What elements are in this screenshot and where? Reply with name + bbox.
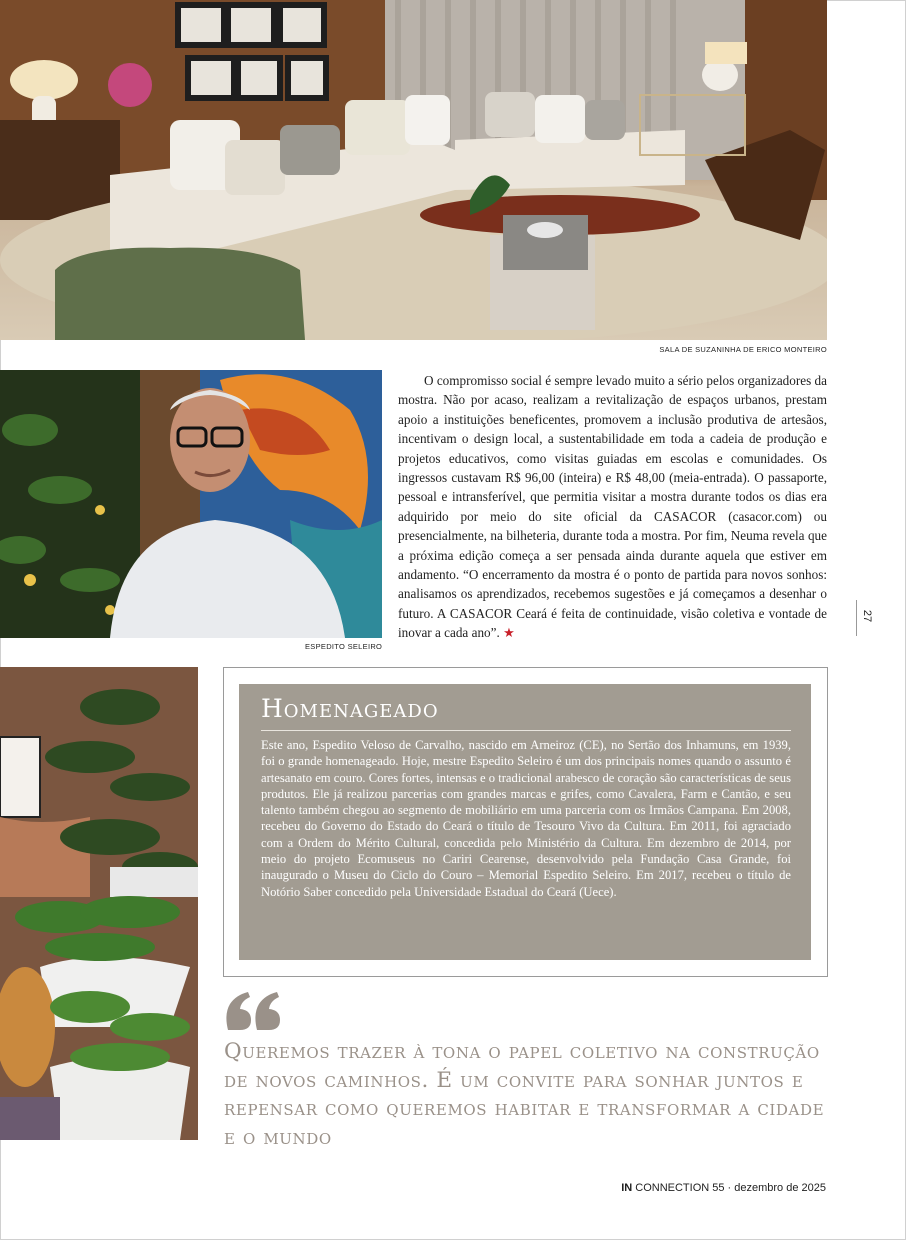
homage-box-title: Homenageado: [261, 694, 439, 723]
article-body: [398, 371, 827, 643]
plants-illustration: [0, 667, 198, 1140]
homage-box-panel: [239, 684, 811, 960]
portrait-caption: ESPEDITO SELEIRO: [305, 642, 383, 651]
homage-box-divider: [261, 730, 791, 731]
portrait-photo: [0, 370, 382, 638]
pull-quote: Queremos trazer à tona o papel coletivo na construção de novos caminhos. É um convite para sonhar juntos e repensar como queremos habitar e transformar a cidade e o mundo: [224, 1039, 825, 1150]
plants-photo: [0, 667, 198, 1140]
top-photo-caption: SALA DE SUZANINHA DE ERICO MONTEIRO: [659, 345, 827, 354]
homage-box: [223, 667, 828, 977]
homage-box-text: Este ano, Espedito Veloso de Carvalho, nascido em Arneiroz (CE), no Sertão dos Inhamuns, em 1939, foi o grande homenageado. Hoje, mestre Espedito Seleiro é um dos principais nomes quando o assunto é artesanato em couro. Cores fortes, intensas e o tradicional arabesco de coração são características de seus produtos. Ele já realizou parcerias com grandes marcas e grifes, como Cavalera, Farm e Cantão, e seu talento também chegou ao segmento de mobiliário em uma parceria com os Irmãos Campana. Em 2008, recebeu do Governo do Estado do Ceará o título de Tesouro Vivo da Cultura. Em 2011, foi agraciado com a Ordem do Mérito Cultural, concedida pelo Ministério da Cultura. Em dezembro de 2014, por meio do projeto Ecomuseus no Cariri Cearense, desenvolvido pela Fundação Casa Grande, foi inaugurado o Museu do Ciclo do Couro – Memorial Espedito Seleiro. Em 2017, recebeu o título de Notório Saber concedido pela Universidade Estadual do Ceará (Uece).: [261, 738, 791, 899]
page-number: [856, 600, 877, 636]
page-number-label: 27: [861, 609, 874, 623]
portrait-illustration: [0, 370, 382, 638]
quote-mark-icon: [224, 992, 284, 1032]
living-room-photo: [0, 0, 827, 340]
end-mark-star-icon: ★: [503, 625, 515, 641]
article-paragraph: O compromisso social é sempre levado muito a sério pelos organizadores da mostra. Não por acaso, realizam a revitalização de espaços urbanos, prestam apoio a instituições beneficentes, promovem a inclusão produtiva de artesãos, incentivam o design local, a sustentabilidade em toda a cadeia de produção e projetos educativos, como visitas guiadas em escolas e comunidades. Os ingressos custavam R$ 96,00 (inteira) e R$ 48,00 (meia-entrada). O passaporte, pessoal e intransferível, que permitia visitar a mostra durante todos os dias era adquirido por meio do site oficial da CASACOR (casacor.com) ou presencialmente, na bilheteria, durante toda a mostra. Por fim, Neuma revela que a próxima edição começa a ser pensada ainda durante aquela que estiver em andamento. “O encerramento da mostra é o ponto de partida para novos sonhos: analisamos os aprendizados, recebemos sugestões e já começamos a desenhar o futuro. A CASACOR Ceará é feita de continuidade, visão coletiva e vontade de inovar a cada ano”.: [398, 373, 827, 641]
footer: [621, 1182, 826, 1194]
living-room-illustration: [0, 0, 827, 340]
footer-issue: CONNECTION 55 · dezembro de 2025: [635, 1182, 826, 1194]
footer-brand: IN: [621, 1182, 633, 1194]
